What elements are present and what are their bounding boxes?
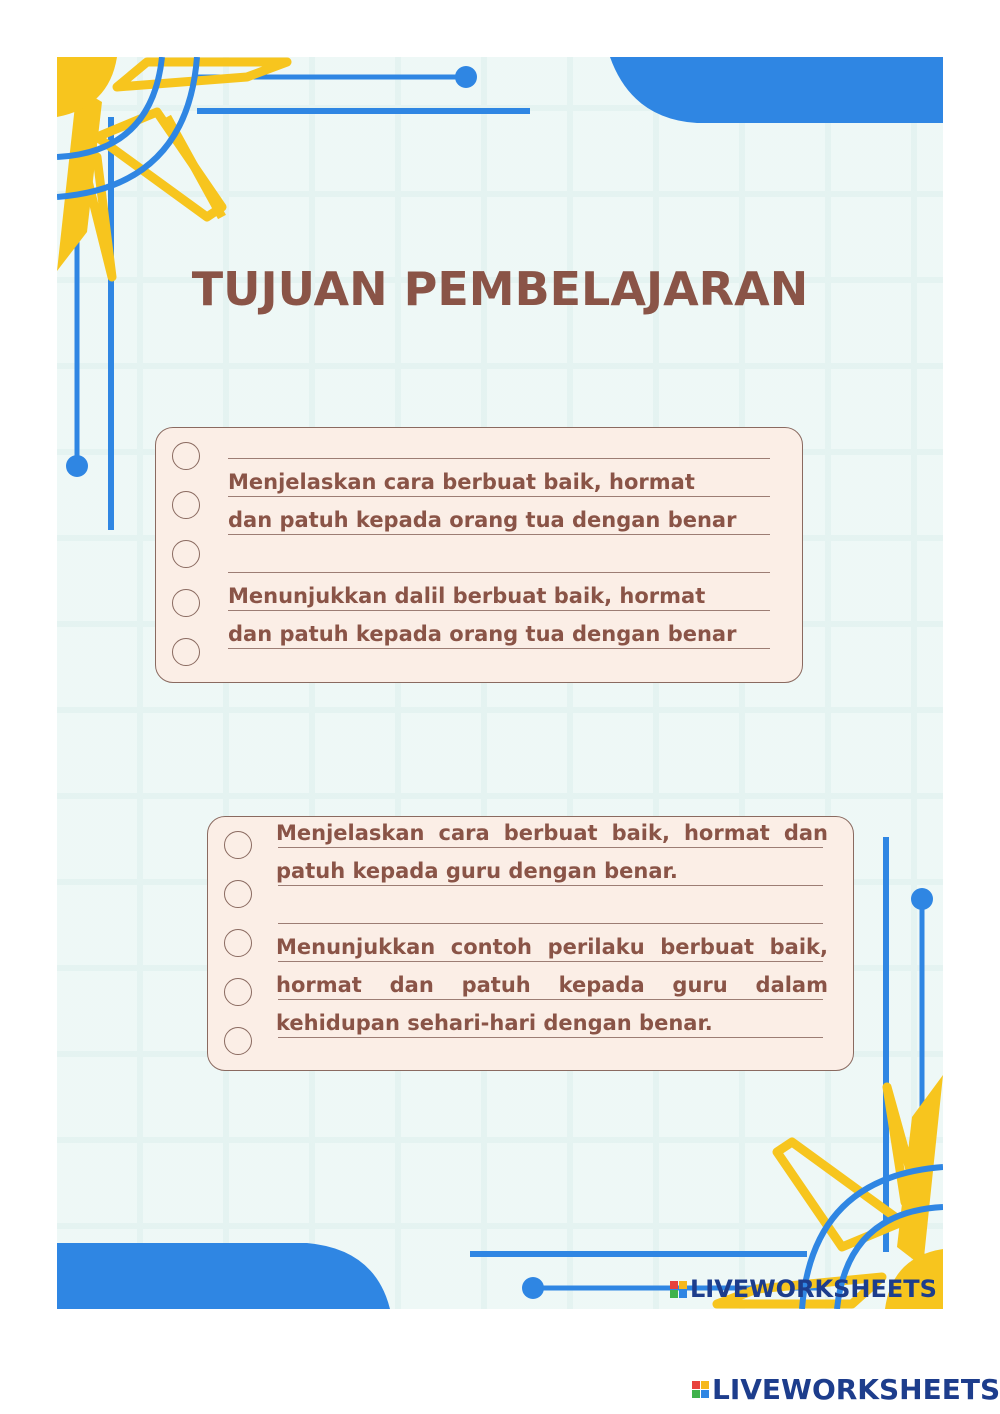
objective-line: dan patuh kepada orang tua dengan benar [228,508,737,532]
binder-hole-icon [224,929,252,957]
liveworksheets-logo-icon [692,1381,709,1398]
page-title: TUJUAN PEMBELAJARAN [191,262,809,316]
footer-watermark [692,1373,1000,1406]
sheet-watermark [670,1275,937,1303]
liveworksheets-logo-icon [670,1281,687,1298]
sun-bottom-right [717,1075,943,1309]
watermark-text: LIVEWORKSHEETS [712,1373,1000,1406]
binder-hole-icon [172,638,200,666]
objectives-card-1 [155,427,803,683]
binder-hole-icon [224,880,252,908]
binder-hole-icon [224,1027,252,1055]
line-end-dot [911,888,933,910]
sun-top-left [57,57,287,277]
binder-hole-icon [172,589,200,617]
objective-item-3: Menjelaskan cara berbuat baik, hormat dan patuh kepada guru dengan benar. [276,821,828,883]
top-right-blue-shape [610,57,943,123]
binder-hole-icon [224,831,252,859]
objective-item-1 [228,463,736,539]
decorative-frame [57,57,943,1309]
watermark-text: LIVEWORKSHEETS [690,1275,937,1303]
line-end-dot [455,66,477,88]
objective-line: Menunjukkan dalil berbuat baik, hormat [228,584,706,608]
line-end-dot [522,1277,544,1299]
bottom-left-blue-shape [57,1243,390,1309]
objective-item-2 [228,577,736,653]
objective-item-4: Menunjukkan contoh perilaku berbuat baik, hormat dan patuh kepada guru dalam kehidupan sehari-hari dengan benar. [276,935,828,1035]
line-end-dot [66,455,88,477]
binder-hole-icon [224,978,252,1006]
binder-hole-icon [172,491,200,519]
binder-hole-icon [172,442,200,470]
worksheet-page [57,57,943,1309]
objective-line: Menjelaskan cara berbuat baik, hormat [228,470,695,494]
binder-hole-icon [172,540,200,568]
objectives-card-2 [207,816,854,1071]
objective-line: dan patuh kepada orang tua dengan benar [228,622,737,646]
